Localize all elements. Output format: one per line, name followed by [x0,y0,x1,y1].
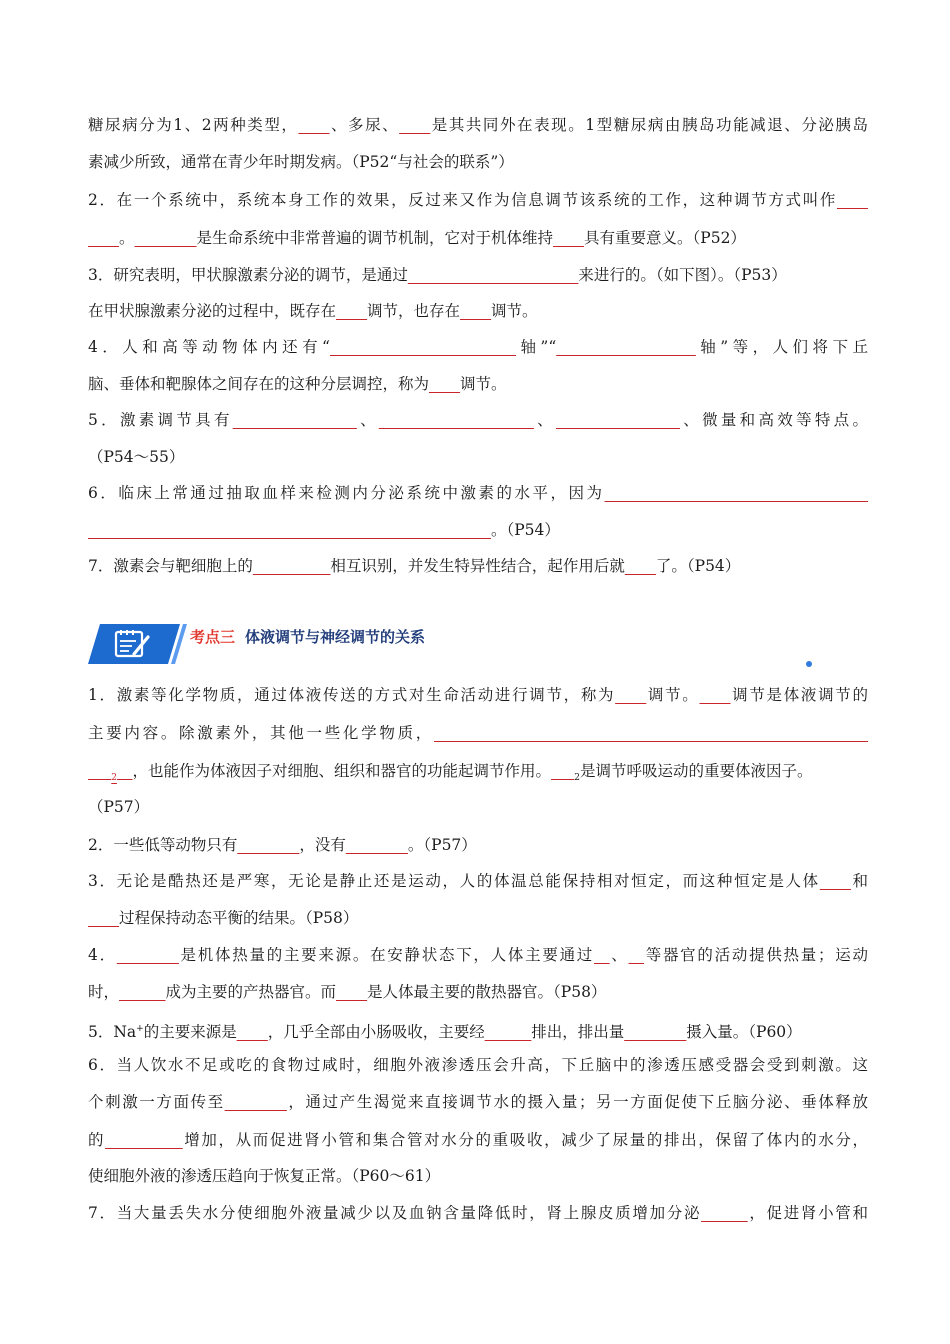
section-title [190,626,425,647]
blank[interactable]: ________________________________________________________ [434,724,868,742]
blank[interactable]: ____ [460,302,492,320]
p4-line-1: 4．________是机体热量的主要来源。在安静状态下，人体主要通过__、__等器官的活动提供热量；运动 [88,946,868,964]
blank[interactable]: ________ [134,229,197,247]
blank[interactable]: ______ [119,983,166,1001]
blank[interactable]: ____ [429,375,461,393]
blank[interactable]: ________ [237,836,300,854]
p2-line: 2．一些低等动物只有________，没有________。（P57） [88,836,477,854]
q6-line-1: 6．临床上常通过抽取血样来检测内分泌系统中激素的水平，因为__________________________________ [88,484,868,502]
blank[interactable]: ____ [236,1023,268,1042]
blank[interactable]: ____ [624,557,656,575]
p5-line: 5．Na+的主要来源是____，几乎全部由小肠吸收，主要经______排出，排出量________摄入量。（P60） [88,1023,802,1042]
blank[interactable]: ____ [699,686,731,704]
p6-line-2: 个刺激一方面传至________，通过产生渴觉来直接调节水的摄入量；另一方面促使下丘脑分泌、垂体释放 [88,1093,868,1111]
p4-line-2: 时，______成为主要的产热器官。而____是人体最主要的散热器官。（P58） [88,983,607,1001]
blank[interactable]: ____ [336,302,368,320]
blank[interactable]: ____ [298,116,330,134]
notepad-pencil-icon [110,628,160,660]
blank[interactable]: ________ [624,1023,687,1042]
blank[interactable]: ____ [553,229,585,247]
blank[interactable]: __________ [105,1131,183,1149]
p6-line-1: 6．当人饮水不足或吃的食物过咸时，细胞外液渗透压会升高，下丘脑中的渗透压感受器会受到刺激。这 [88,1056,868,1074]
section-label: 考点三 [190,628,236,646]
p1-line-3: $\_\_\__2\_\_$，也能作为体液因子对细胞、组织和器官的功能起调节作用。$\_\_\__2$是调节呼吸运动的重要体液因子。 [88,762,813,784]
blank[interactable]: ____________________________________________________ [88,521,491,539]
p3-line-2: ____过程保持动态平衡的结果。（P58） [88,909,359,927]
q4-line-1: 4．人和高等动物体内还有“________________________轴”“__________________轴”等，人们将下丘 [88,338,868,356]
blank[interactable]: ____ [88,229,119,247]
p6-line-4: 使细胞外液的渗透压趋向于恢复正常。（P60～61） [88,1167,441,1185]
blank[interactable]: ____ [399,116,431,134]
p6-line-3: 的__________增加，从而促进肾小管和集合管对水分的重吸收，减少了尿量的排出，保留了体内的水分， [88,1131,868,1149]
blank[interactable]: ________ [224,1093,287,1111]
q3-line-1: 3．研究表明，甲状腺激素分泌的调节，是通过______________________来进行的。（如下图）。（P53） [88,266,787,284]
blank[interactable]: __________ [252,557,331,575]
p1-line-1: 1．激素等化学物质，通过体液传送的方式对生命活动进行调节，称为____调节。____调节是体液调节的 [88,686,868,704]
blank[interactable]: __ [594,946,610,964]
blank[interactable]: ________ [116,946,179,964]
blank[interactable]: ___ [88,762,112,780]
blank[interactable]: ________________ [555,411,680,429]
blank[interactable]: __________________________________ [604,484,868,502]
blank[interactable]: __ [628,946,644,964]
blank[interactable]: ______ [484,1023,532,1042]
q5-line-2: （P54～55） [88,448,185,466]
p1-line-2: 主要内容。除激素外，其他一些化学物质，________________________________________________________ [88,724,868,742]
blank[interactable]: ________________________ [329,338,516,356]
blank[interactable]: ________ [345,836,408,854]
q7-line: 7．激素会与靶细胞上的__________相互识别，并发生特异性结合，起作用后就____了。（P54） [88,557,741,575]
blank[interactable]: ______________________ [407,266,579,284]
q4-line-2: 脑、垂体和靶腺体之间存在的这种分层调控，称为____调节。 [88,375,507,393]
line-diabetes-2: 素减少所致，通常在青少年时期发病。（P52“与社会的联系”） [88,153,514,171]
blank[interactable]: ____ [819,872,851,890]
blank[interactable]: __ [116,762,133,780]
p7-line: 7．当大量丢失水分使细胞外液量减少以及血钠含量降低时，肾上腺皮质增加分泌______，促进肾小管和 [88,1204,868,1222]
blank[interactable]: __________________ [556,338,696,356]
p3-line-1: 3．无论是酷热还是严寒，无论是静止还是运动，人的体温总能保持相对恒定，而这种恒定是人体____和 [88,872,868,890]
blank[interactable]: ____ [837,191,868,209]
blank[interactable]: ____ [88,909,119,927]
q6-line-2: ____________________________________________________。（P54） [88,521,560,539]
section-header [88,618,828,670]
blank[interactable]: ________________ [232,411,357,429]
q3-line-2: 在甲状腺激素分泌的过程中，既存在____调节，也存在____调节。 [88,302,538,320]
section-heading: 体液调节与神经调节的关系 [245,628,426,646]
blank[interactable]: ______ [701,1204,748,1222]
q5-line-1: 5．激素调节具有________________、____________________、________________、微量和高效等特点。 [88,411,868,429]
blank[interactable]: ____ [615,686,647,704]
blank[interactable]: ____________________ [378,411,534,429]
line-diabetes-1: 糖尿病分为1、2两种类型，____、多尿、____是其共同外在表现。1型糖尿病由胰岛功能减退、分泌胰岛 [88,116,868,134]
q2-line-1: 2．在一个系统中，系统本身工作的效果，反过来又作为信息调节该系统的工作，这种调节方式叫作____ [88,191,868,209]
q2-line-2: ____。________是生命系统中非常普遍的调节机制，它对于机体维持____具有重要意义。（P52） [88,229,746,247]
blank[interactable]: ___ [551,762,575,780]
blank[interactable]: ____ [336,983,368,1001]
p1-line-4: （P57） [88,798,150,816]
